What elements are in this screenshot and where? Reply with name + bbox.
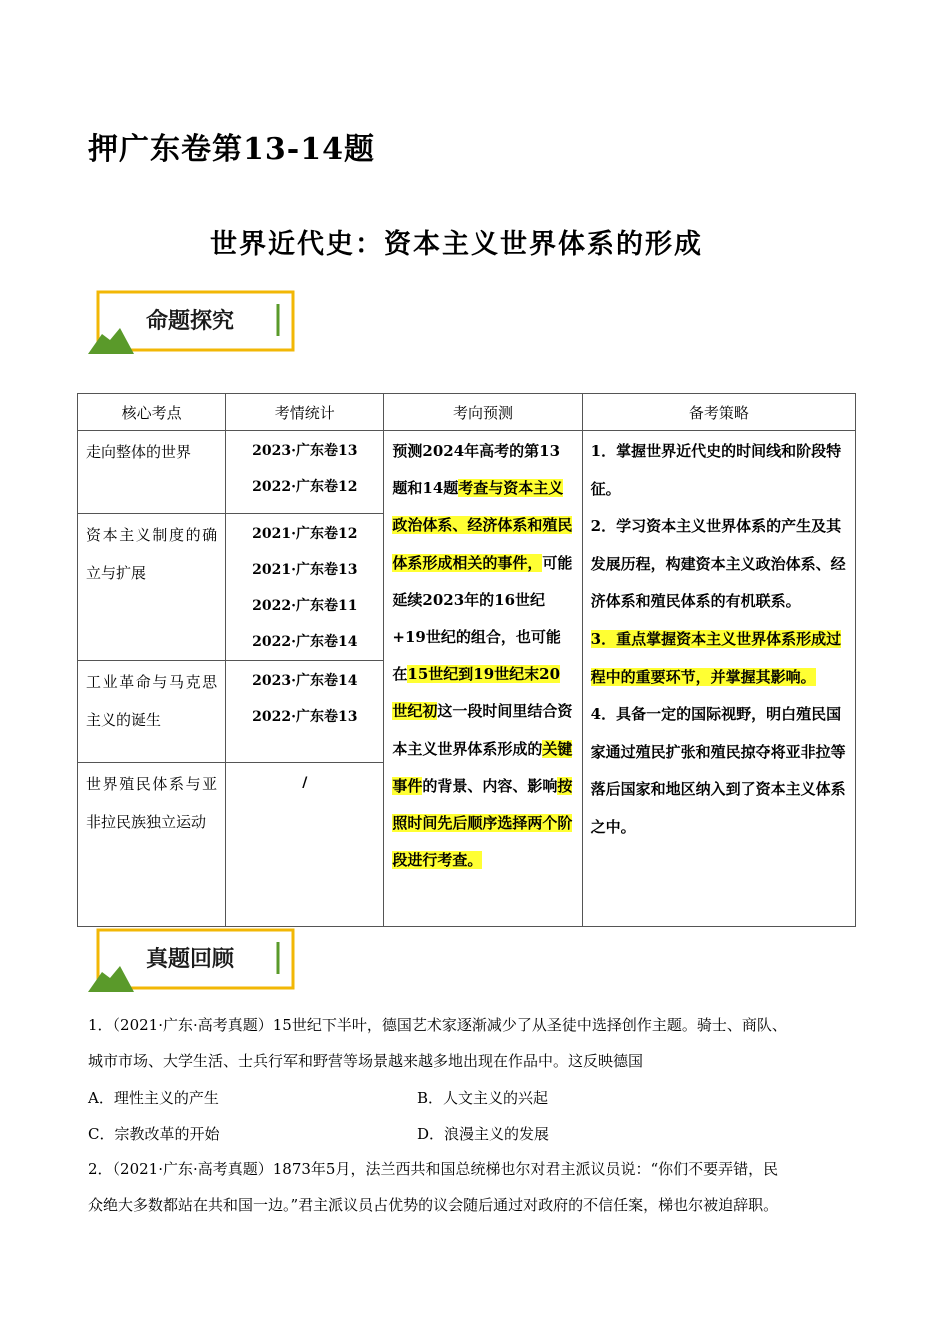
header-cell: 备考策略: [582, 394, 855, 431]
stat-item: 2023·广东卷13: [252, 443, 358, 459]
stat-item: 2022·广东卷12: [252, 479, 358, 495]
prediction-highlight: 关键事件: [392, 739, 573, 795]
section-label: 真题回顾: [146, 947, 235, 972]
strategy-item: 1．掌握世界近代史的时间线和阶段特征。: [590, 442, 842, 498]
strategy-item-highlight: 3．重点掌握资本主义世界体系形成过程中的重要环节，并掌握其影响。: [590, 629, 842, 686]
prediction-highlight: 15世纪到19世纪末20世纪初: [392, 665, 561, 721]
question-2-line: 众绝大多数都站在共和国一边。”君主派议员占优势的议会随后通过对政府的不信任案，梯也尔被迫辞职。: [88, 1196, 779, 1214]
question-1-line: 城市市场、大学生活、士兵行军和野营等场景越来越多地出现在作品中。这反映德国: [88, 1052, 644, 1070]
header-cell: 核心考点: [78, 394, 226, 431]
table-row: [78, 431, 856, 514]
page-subtitle: 世界近代史：资本主义世界体系的形成: [210, 229, 703, 260]
stats-cell: [226, 431, 384, 514]
header-cell: 考向预测: [384, 394, 582, 431]
prediction-text: 的背景、内容、影响: [422, 776, 558, 795]
stat-item: 2022·广东卷14: [252, 634, 358, 650]
option-c: C．宗教改革的开始: [88, 1125, 220, 1143]
topic-cell: 走向整体的世界: [78, 431, 226, 514]
prediction-highlight: 按照时间先后顺序选择两个阶段进行考查。: [392, 776, 573, 870]
stat-item: 2021·广东卷13: [252, 562, 358, 578]
prediction-highlight: 考查与资本主义政治体系、经济体系和殖民体系形成相关的事件，: [392, 479, 573, 572]
stat-item: /: [302, 775, 308, 791]
strategy-item: 2．学习资本主义世界体系的产生及其发展历程，构建资本主义政治体系、经济体系和殖民体系的有机联系。: [590, 517, 846, 611]
topic-cell: 资本主义制度的确立与扩展: [78, 514, 226, 661]
page-title: 押广东卷第13-14题: [88, 132, 375, 167]
prediction-text: 预测2024年高考的第13题和14题: [392, 442, 561, 498]
option-b: B．人文主义的兴起: [417, 1089, 549, 1107]
strategy-item: 4．具备一定的国际视野，明白殖民国家通过殖民扩张和殖民掠夺将亚非拉等落后国家和地区纳入到了资本主义体系之中。: [590, 705, 846, 836]
stats-cell: [226, 763, 384, 927]
stats-cell: [226, 661, 384, 763]
stats-cell: [226, 514, 384, 661]
section-badge-explore: [88, 290, 303, 356]
prediction-cell: [384, 431, 582, 927]
stat-item: 2022·广东卷11: [252, 598, 358, 614]
prediction-text: 可能延续2023年的16世纪+19世纪的组合，也可能在: [392, 553, 573, 684]
question-1-line: 1．（2021·广东·高考真题）15世纪下半叶，德国艺术家逐渐减少了从圣徒中选择创作主题。骑士、商队、: [88, 1016, 787, 1034]
header-cell: 考情统计: [226, 394, 384, 431]
section-badge-review: [88, 928, 303, 994]
exam-analysis-table: [77, 393, 856, 927]
table-header-row: [78, 394, 856, 431]
option-a: A．理性主义的产生: [88, 1089, 219, 1107]
stat-item: 2021·广东卷12: [252, 526, 358, 542]
stat-item: 2022·广东卷13: [252, 709, 358, 725]
stat-item: 2023·广东卷14: [252, 673, 358, 689]
topic-cell: 世界殖民体系与亚非拉民族独立运动: [78, 763, 226, 927]
prediction-text: 这一段时间里结合资本主义世界体系形成的: [392, 702, 573, 758]
topic-cell: 工业革命与马克思主义的诞生: [78, 661, 226, 763]
strategy-cell: [582, 431, 855, 927]
section-label: 命题探究: [146, 309, 235, 334]
question-2-line: 2．（2021·广东·高考真题）1873年5月，法兰西共和国总统梯也尔对君主派议员说：“你们不要弄错，民: [88, 1160, 779, 1178]
option-d: D．浪漫主义的发展: [417, 1125, 550, 1143]
